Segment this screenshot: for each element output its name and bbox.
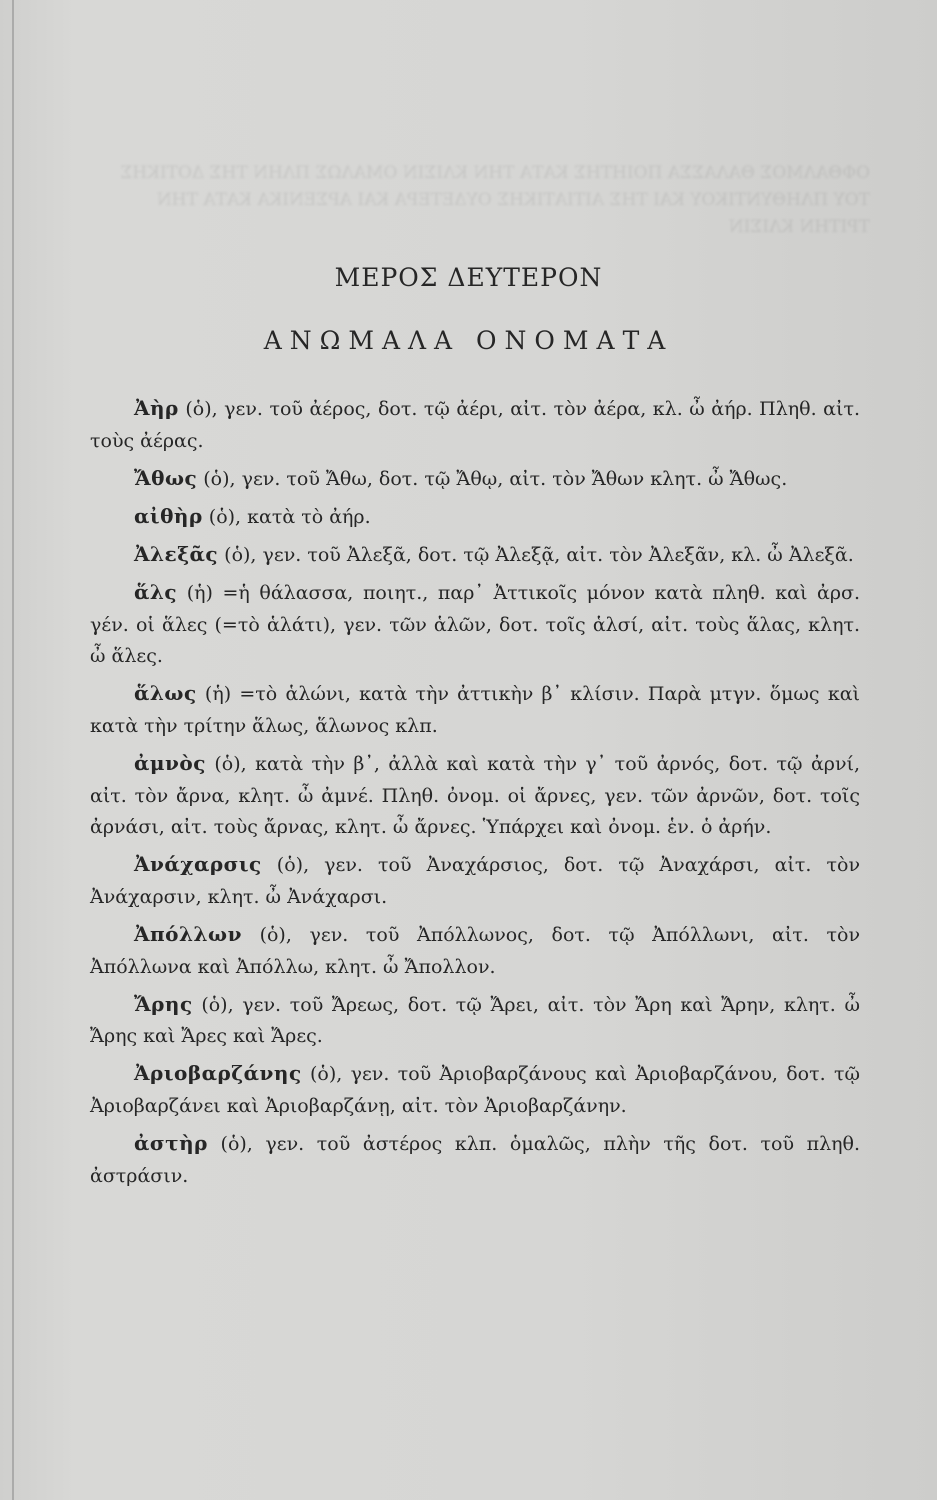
entry-text: (ὁ), γεν. τοῦ Ἀλεξᾶ, δοτ. τῷ Ἀλεξᾷ, αἰτ. τὸν Ἀλεξᾶν, κλ. ὦ Ἀλεξᾶ. bbox=[218, 543, 854, 566]
entry-text: (ὁ), γεν. τοῦ ἀέρος, δοτ. τῷ ἀέρι, αἰτ. τὸν ἀέρα, κλ. ὦ ἀήρ. Πληθ. αἰτ. τοὺς ἀέρας. bbox=[90, 398, 860, 452]
entry-athos bbox=[90, 463, 860, 496]
entry-text: (ὁ), κατὰ τὸ ἀήρ. bbox=[202, 505, 371, 528]
dictionary-entries bbox=[90, 393, 860, 1198]
entry-halos bbox=[90, 678, 860, 742]
entry-text: (ἡ) =τὸ ἁλώνι, κατὰ τὴν ἀττικὴν β᾽ κλίσιν. Παρὰ μτγν. ὅμως καὶ κατὰ τὴν τρίτην ἅλως, ἅλωνος κλπ. bbox=[90, 683, 860, 737]
entry-text: (ὁ), γεν. τοῦ ἀστέρος κλπ. ὁμαλῶς, πλὴν τῆς δοτ. τοῦ πληθ. ἀστράσιν. bbox=[90, 1132, 860, 1187]
lemma: Ἀλεξᾶς bbox=[134, 541, 219, 566]
lemma: αἰθὴρ bbox=[134, 503, 203, 528]
entry-text: (ὁ), γεν. τοῦ Ἀπόλλωνος, δοτ. τῷ Ἀπόλλωνι, αἰτ. τὸν Ἀπόλλωνα καὶ Ἀπόλλω, κλητ. ὦ Ἄπολλον. bbox=[90, 923, 860, 978]
section-title: ΑΝΩΜΑΛΑ ΟΝΟΜΑΤΑ bbox=[263, 325, 674, 355]
entry-text: (ὁ), κατὰ τὴν β᾽, ἀλλὰ καὶ κατὰ τὴν γ᾽ τοῦ ἀρνός, δοτ. τῷ ἀρνί, αἰτ. τὸν ἄρνα, κλητ. ὦ ἀμνέ. Πληθ. ὀνομ. οἱ ἄρνες, γεν. τῶν ἀρνῶν, δοτ. τοῖς ἀρνάσι, αἰτ. τοὺς ἄρνας, κλητ. ὦ ἄρνες. Ὑπάρχει καὶ ὀνομ. ἑν. ὁ ἀρήν. bbox=[90, 752, 860, 839]
entry-text: (ἡ) =ἡ θάλασσα, ποιητ., παρ᾽ Ἀττικοῖς μόνον κατὰ πληθ. καὶ ἀρσ. γέν. οἱ ἅλες (=τὸ ἁλάτι), γεν. τῶν ἁλῶν, δοτ. τοῖς ἁλσί, αἰτ. τοὺς ἅλας, κλητ. ὦ ἅλες. bbox=[90, 581, 860, 668]
entry-apollon bbox=[90, 919, 860, 983]
entry-ariobarzanes bbox=[90, 1058, 860, 1122]
lemma: ἀμνὸς bbox=[134, 750, 206, 775]
entry-text: (ὁ), γεν. τοῦ Ἀριοβαρζάνους καὶ Ἀριοβαρζάνου, δοτ. τῷ Ἀριοβαρζάνει καὶ Ἀριοβαρζάνῃ, αἰτ. τὸν Ἀριοβαρζάνην. bbox=[90, 1063, 860, 1117]
lemma: Ἄθως bbox=[134, 465, 198, 490]
entry-alexas bbox=[90, 539, 860, 572]
lemma: Ἀπόλλων bbox=[134, 921, 242, 946]
lemma: ἅλς bbox=[134, 579, 178, 604]
entry-aer bbox=[90, 393, 860, 457]
lemma: Ἀριοβαρζάνης bbox=[134, 1061, 302, 1086]
entry-hals bbox=[90, 577, 860, 673]
entry-anacharsis bbox=[90, 849, 860, 913]
lemma: ἀστὴρ bbox=[134, 1130, 208, 1155]
entry-amnos bbox=[90, 748, 860, 844]
lemma: Ἄρης bbox=[134, 991, 193, 1016]
entry-text: (ὁ), γεν. τοῦ Ἄρεως, δοτ. τῷ Ἄρει, αἰτ. τὸν Ἄρη καὶ Ἄρην, κλητ. ὦ Ἄρης καὶ Ἄρες καὶ Ἄρες. bbox=[90, 993, 860, 1048]
page-edge-shadow bbox=[12, 0, 14, 1500]
bleed-through-text: ΟΦΘΑΛΜΟΣ ΘΑΛΑΣΣΑ ΠΟΙΗΤΗΣ ΚΑΤΑ ΤΗΝ ΚΛΙΣΙΝ ΟΜΑΛΩΣ ΠΛΗΝ ΤΗΣ ΔΟΤΙΚΗΣ ΤΟΥ ΠΛΗΘΥΝΤΙΚΟΥ ΚΑΙ ΤΗΣ ΑΙΤΙΑΤΙΚΗΣ ΟΥΔΕΤΕΡΑ ΚΑΙ ΑΡΣΕΝΙΚΑ ΚΑΤΑ ΤΗΝ ΤΡΙΤΗΝ ΚΛΙΣΙΝ bbox=[120, 163, 870, 237]
entry-ares bbox=[90, 989, 860, 1053]
entry-aster bbox=[90, 1128, 860, 1192]
entry-text: (ὁ), γεν. τοῦ Ἀναχάρσιος, δοτ. τῷ Ἀναχάρσι, αἰτ. τὸν Ἀνάχαρσιν, κλητ. ὦ Ἀνάχαρσι. bbox=[90, 854, 860, 908]
part-title: ΜΕΡΟΣ ΔΕΥΤΕΡΟΝ bbox=[334, 262, 603, 292]
lemma: Ἀὴρ bbox=[134, 396, 179, 420]
entry-text: (ὁ), γεν. τοῦ Ἄθω, δοτ. τῷ Ἄθῳ, αἰτ. τὸν Ἄθων κλητ. ὦ Ἄθως. bbox=[197, 467, 788, 490]
lemma: ἅλως bbox=[134, 681, 197, 706]
entry-aither bbox=[90, 501, 860, 534]
lemma: Ἀνάχαρσις bbox=[134, 852, 262, 877]
